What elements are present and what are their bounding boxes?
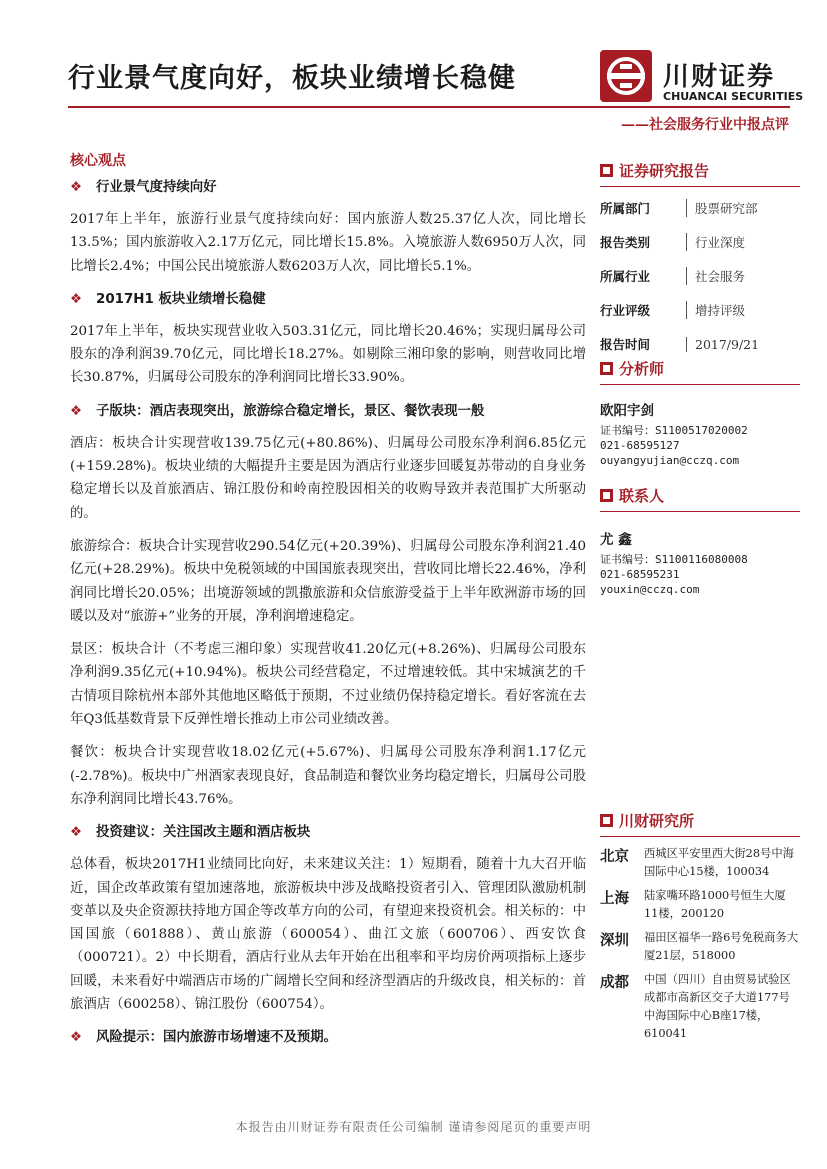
contact-panel [600, 485, 800, 597]
report-info-row [600, 327, 800, 361]
brand-name: 川财证券 [663, 62, 776, 92]
section-heading-text: 2017H1 板块业绩增长稳健 [96, 291, 266, 307]
section-heading-text: 行业景气度持续向好 [96, 180, 217, 195]
section-heading [70, 176, 586, 195]
body-paragraph: 旅游综合：板块合计实现营收290.54亿元(+20.39%)、归属母公司股东净利润21.40亿元(+28.29%)。板块中免税领域的中国国旅表现突出，营收同比增长22.46%，净利润同比增长20.05%；出境游领域的凯撒旅游和众信旅游受益于上半年欧洲游市场的回暖以及对“旅游+”业务的开展，净利润增速稳定。 [70, 538, 586, 624]
office-list [600, 845, 800, 1043]
analyst-cert: 证书编号：S1100517020002 [600, 424, 748, 437]
report-info-panel [600, 160, 800, 361]
report-info-row [600, 191, 800, 225]
analyst-name: 欧阳宇剑 [600, 403, 654, 419]
core-views-title: 核心观点 [70, 153, 126, 169]
section-heading [70, 821, 586, 840]
contact-heading: 联系人 [600, 485, 800, 512]
contact-phone: 021-68595231 [600, 568, 680, 581]
main-body [70, 176, 586, 1058]
office-city: 深圳 [600, 933, 629, 949]
info-label: 报告类别 [600, 235, 651, 250]
analyst-phone: 021-68595127 [600, 439, 680, 452]
body-paragraph: 景区：板块合计（不考虑三湘印象）实现营收41.20亿元(+8.26%)、归属母公司股东净利润9.35亿元(+10.94%)。板块公司经营稳定，不过增速较低。其中宋城演艺的千古情项目除杭州本部外其他地区略低于预期，不过业绩仍保持稳定增长。看好客流在去年Q3低基数背景下反弹性增长推动上市公司业绩改善。 [70, 642, 586, 728]
info-label: 所属部门 [600, 201, 651, 216]
info-value: 2017/9/21 [686, 337, 759, 352]
info-value: 社会服务 [686, 267, 745, 285]
office-entry [600, 971, 800, 1043]
info-label: 行业评级 [600, 303, 651, 318]
logo-bar [607, 73, 645, 79]
diamond-bullet-icon: ❖ [70, 1030, 83, 1046]
contact-cert: 证书编号：S1100116080008 [600, 553, 748, 566]
chuancai-logo [600, 50, 652, 102]
square-bullet-icon [600, 362, 613, 375]
contact-name: 尤 鑫 [600, 532, 632, 548]
section-heading-text: 子版块：酒店表现突出，旅游综合稳定增长，景区、餐饮表现一般 [96, 403, 485, 419]
square-bullet-icon [600, 814, 613, 827]
section-heading-text: 投资建议：关注国改主题和酒店板块 [96, 825, 311, 841]
office-city: 上海 [600, 891, 629, 907]
header-divider [68, 106, 790, 108]
body-paragraph: 2017年上半年，板块实现营业收入503.31亿元，同比增长20.46%；实现归属母公司股东的净利润39.70亿元，同比增长18.27%。如剔除三湘印象的影响，则营收同比增长30.87%，归属母公司股东的净利润同比增长33.90%。 [70, 323, 586, 386]
footer-disclaimer: 本报告由川财证券有限责任公司编制 谨请参阅尾页的重要声明 [235, 1120, 592, 1134]
report-info-row [600, 259, 800, 293]
office-entry [600, 887, 800, 923]
office-entry [600, 929, 800, 965]
info-value: 增持评级 [686, 301, 745, 319]
office-address: 中国（四川）自由贸易试验区成都市高新区交子大道177号中海国际中心B座17楼，610041 [644, 973, 791, 1040]
report-info-heading: 证券研究报告 [600, 160, 800, 187]
section-heading [70, 1026, 586, 1045]
info-value: 股票研究部 [686, 199, 758, 217]
office-address: 福田区福华一路6号免税商务大厦21层，518000 [644, 931, 799, 962]
report-info-rows [600, 191, 800, 361]
section-heading [70, 288, 586, 307]
office-address: 西城区平安里西大街28号中海国际中心15楼，100034 [644, 847, 794, 878]
info-label: 所属行业 [600, 269, 651, 284]
office-city: 北京 [600, 849, 629, 865]
report-info-row [600, 293, 800, 327]
body-paragraph: 2017年上半年，旅游行业景气度持续向好：国内旅游人数25.37亿人次，同比增长13.5%；国内旅游收入2.17万亿元，同比增长15.8%。入境旅游人数6950万人次，同比增长2.4%；中国公民出境旅游人数6203万人次，同比增长5.1%。 [70, 212, 586, 274]
contact-email[interactable]: youxin@cczq.com [600, 583, 700, 596]
square-bullet-icon [600, 489, 613, 502]
body-paragraph: 酒店：板块合计实现营收139.75亿元(+80.86%)、归属母公司股东净利润6.85亿元(+159.28%)。板块业绩的大幅提升主要是因为酒店行业逐步回暖复苏带动的自身业务稳定增长以及首旅酒店、锦江股份和岭南控股因相关的收购导致并表范围扩大所驱动的。 [70, 435, 586, 521]
institute-panel [600, 810, 800, 1049]
body-paragraph: 总体看，板块2017H1业绩同比向好，未来建议关注：1）短期看，随着十九大召开临近，国企改革政策有望加速落地，旅游板块中涉及战略投资者引入、管理团队激励机制变革以及央企资源扶持地方国企等改革方向的公司，有望迎来投资机会。相关标的：中国国旅（601888）、黄山旅游（600054）、曲江文旅（600706）、西安饮食（000721）。2）中长期看，酒店行业从去年开始在出租率和平均房价两项指标上逐步回暖，未来看好中端酒店市场的广阔增长空间和经济型酒店的升级改良，相关标的：首旅酒店（600258）、锦江股份（600754）。 [70, 857, 586, 1013]
diamond-bullet-icon: ❖ [70, 180, 83, 195]
info-label: 报告时间 [600, 337, 651, 352]
report-info-row [600, 225, 800, 259]
office-city: 成都 [600, 975, 629, 991]
diamond-bullet-icon: ❖ [70, 403, 83, 419]
analyst-panel [600, 358, 800, 468]
body-paragraph: 餐饮：板块合计实现营收18.02亿元(+5.67%)、归属母公司股东净利润1.17亿元(-2.78%)。板块中广州酒家表现良好，食品制造和餐饮业务均稳定增长，归属母公司股东净利润同比增长43.76%。 [70, 745, 586, 807]
brand-name-en: CHUANCAI SECURITIES [663, 90, 804, 103]
office-entry [600, 845, 800, 881]
section-heading-text: 风险提示：国内旅游市场增速不及预期。 [96, 1030, 338, 1046]
office-address: 陆家嘴环路1000号恒生大厦11楼，200120 [644, 889, 786, 920]
diamond-bullet-icon: ❖ [70, 291, 83, 307]
analyst-heading: 分析师 [600, 358, 800, 385]
info-value: 行业深度 [686, 233, 745, 251]
report-subtitle: ——社会服务行业中报点评 [621, 117, 789, 133]
analyst-email[interactable]: ouyangyujian@cczq.com [600, 454, 740, 467]
institute-heading: 川财研究所 [600, 810, 800, 837]
section-heading [70, 400, 586, 419]
report-title: 行业景气度向好，板块业绩增长稳健 [68, 63, 516, 94]
square-bullet-icon [600, 164, 613, 177]
diamond-bullet-icon: ❖ [70, 825, 83, 841]
